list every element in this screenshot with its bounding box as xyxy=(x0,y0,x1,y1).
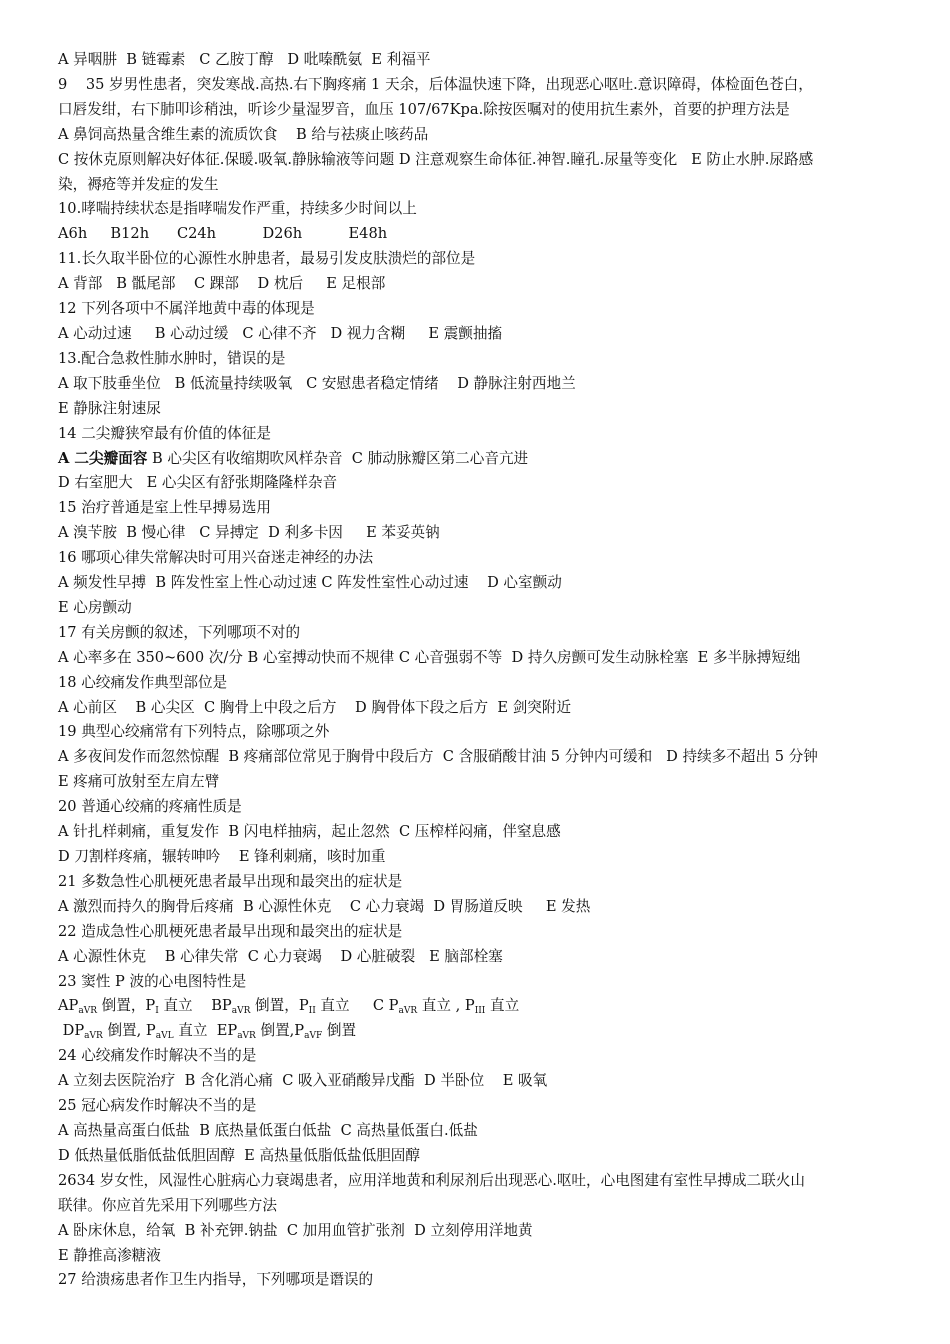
text-line: A 异咽肼 B 链霉素 C 乙胺丁醇 D 吡嗪酰氨 E 利福平 xyxy=(58,51,431,68)
text-line: 21 多数急性心肌梗死患者最早出现和最突出的症状是 xyxy=(58,872,403,890)
option-text: 倒置, P xyxy=(102,1022,156,1040)
option-text: AP xyxy=(58,997,79,1015)
option-text: 直立 xyxy=(485,997,520,1015)
text-line: D 刀割样疼痛，辗转呻吟 E 锋利刺痛，咳时加重 xyxy=(58,848,386,865)
text-line xyxy=(58,447,910,472)
subscript: aVR xyxy=(84,1031,103,1042)
option-text: 直立 C P xyxy=(315,997,399,1015)
text-line: 染，褥疮等并发症的发生 xyxy=(58,175,219,193)
text-line: A 激烈而持久的胸骨后疼痛 B 心源性休克 C 心力衰竭 D 胃肠道反映 E 发热 xyxy=(58,897,591,915)
text-line: E 静推高渗糖液 xyxy=(58,1246,161,1264)
text-line: 20 普通心绞痛的疼痛性质是 xyxy=(58,798,242,816)
text-line: 22 造成急性心肌梗死患者最早出现和最突出的症状是 xyxy=(58,922,403,940)
option-text: 倒置 xyxy=(322,1022,357,1040)
subscript: aVF xyxy=(304,1031,323,1042)
option-text: DP xyxy=(58,1022,85,1040)
text-line: A 心动过速 B 心动过缓 C 心律不齐 D 视力含糊 E 震颤抽搐 xyxy=(58,324,503,342)
text-line: A 背部 B 骶尾部 C 踝部 D 枕后 E 足根部 xyxy=(58,275,386,293)
text-line: 11.长久取半卧位的心源性水肿患者，最易引发皮肤溃烂的部位是 xyxy=(58,250,476,268)
text-line: 14 二尖瓣狭窄最有价值的体征是 xyxy=(58,424,271,442)
text-line: 17 有关房颤的叙述，下列哪项不对的 xyxy=(58,623,301,641)
option-text: 直立 BP xyxy=(158,997,232,1015)
text-line: A 心源性休克 B 心律失常 C 心力衰竭 D 心脏破裂 E 脑部栓塞 xyxy=(58,947,503,965)
text-line: D 低热量低脂低盐低胆固醇 E 高热量低脂低盐低胆固醇 xyxy=(58,1146,420,1164)
subscript: III xyxy=(474,1006,486,1017)
text-line: A 心前区 B 心尖区 C 胸骨上中段之后方 D 胸骨体下段之后方 E 剑突附近 xyxy=(58,698,572,716)
option-text: B 心尖区有收缩期吹风样杂音 C 肺动脉瓣区第二心音亢进 xyxy=(147,449,529,467)
text-line: 27 给溃疡患者作卫生内指导，下列哪项是谮误的 xyxy=(58,1271,374,1289)
option-label: A xyxy=(58,449,75,467)
text-line: A 鼻饲高热量含维生素的流质饮食 B 给与祛痰止咳药品 xyxy=(58,125,429,143)
option-text: 直立 EP xyxy=(173,1022,238,1040)
text-line: 19 典型心绞痛常有下列特点，除哪项之外 xyxy=(58,723,330,741)
text-line: 9 35 岁男性患者，突发寒战.高热.右下胸疼痛 1 天余，后体温快速下降，出现恶心呕吐.意识障碍，体检面色苍白， xyxy=(58,75,813,93)
text-line: 12 下列各项中不属洋地黄中毒的体现是 xyxy=(58,300,315,318)
text-line: A 多夜间发作而忽然惊醒 B 疼痛部位常见于胸骨中段后方 C 含服硝酸甘油 5 分钟内可缓和 D 持续多不超出 5 分钟 xyxy=(58,748,818,766)
text-line: A 溴苄胺 B 慢心律 C 异搏定 D 利多卡因 E 苯妥英钠 xyxy=(58,524,440,542)
text-line: E 疼痛可放射至左肩左臂 xyxy=(58,773,220,791)
text-line: 15 治疗普通是室上性早搏易选用 xyxy=(58,499,271,517)
text-line: 25 冠心病发作时解决不当的是 xyxy=(58,1097,257,1115)
text-line: 23 窦性 P 波的心电图特性是 xyxy=(58,972,247,990)
text-line: D 右室肥大 E 心尖区有舒张期隆隆样杂音 xyxy=(58,474,338,492)
text-line xyxy=(58,994,910,1019)
text-line: 18 心绞痛发作典型部位是 xyxy=(58,673,228,691)
text-line: 10.哮喘持续状态是指哮喘发作严重，持续多少时间以上 xyxy=(58,200,417,218)
text-line: A 高热量高蛋白低盐 B 底热量低蛋白低盐 C 高热量低蛋白.低盐 xyxy=(58,1121,478,1139)
subscript: aVR xyxy=(231,1006,251,1017)
text-line: E 心房颤动 xyxy=(58,598,132,616)
text-line: A 针扎样刺痛，重复发作 B 闪电样抽病，起止忽然 C 压榨样闷痛，伴窒息感 xyxy=(58,823,561,841)
text-line: A 频发性早搏 B 阵发性室上性心动过速 C 阵发性室性心动过速 D 心室颤动 xyxy=(58,574,562,592)
text-line xyxy=(58,1019,910,1044)
text-line: A 卧床休息，给氧 B 补充钾.钠盐 C 加用血管扩张剂 D 立刻停用洋地黄 xyxy=(58,1221,533,1239)
subscript: I xyxy=(155,1006,159,1017)
text-line: 24 心绞痛发作时解决不当的是 xyxy=(58,1047,257,1065)
text-line: A 心率多在 350~600 次/分 B 心室搏动快而不规律 C 心音强弱不等 D 持久房颤可发生动脉栓塞 E 多半脉搏短绌 xyxy=(58,648,801,666)
subscript: II xyxy=(308,1006,316,1017)
text-line: 2634 岁女性，风湿性心脏病心力衰竭患者，应用洋地黄和利尿剂后出现恶心.呕吐，心电图建有室性早搏成二联火山 xyxy=(58,1171,805,1189)
option-text: 直立 , P xyxy=(417,997,475,1015)
subscript: aVR xyxy=(398,1006,418,1017)
subscript: aVR xyxy=(78,1006,98,1017)
option-text-bold: 二尖瓣面容 xyxy=(74,449,148,467)
subscript: aVR xyxy=(237,1031,256,1042)
option-text: 倒置,P xyxy=(255,1022,305,1040)
text-line: A 取下肢垂坐位 B 低流量持续吸氧 C 安慰患者稳定情绪 D 静脉注射西地兰 xyxy=(58,374,576,392)
option-text: 倒置，P xyxy=(97,997,156,1015)
text-line: C 按休克原则解决好体征.保暖.吸氧.静脉输液等问题 D 注意观察生命体征.神智.瞳孔.尿量等变化 E 防止水肿.尿路感 xyxy=(58,150,814,168)
text-line: 联律。你应首先采用下列哪些方法 xyxy=(58,1196,277,1214)
text-line: 口唇发绀，右下肺叩诊稍浊，听诊少量湿罗音，血压 107/67Kpa.除按医嘱对的使用抗生素外，首要的护理方法是 xyxy=(58,100,790,118)
text-line: E 静脉注射速尿 xyxy=(58,399,161,417)
text-line: 13.配合急救性肺水肿时，错误的是 xyxy=(58,349,286,367)
option-text: 倒置，P xyxy=(250,997,309,1015)
subscript: aVL xyxy=(155,1031,174,1042)
text-line: A6h B12h C24h D26h E48h xyxy=(58,225,388,243)
text-line: A 立刻去医院治疗 B 含化消心痛 C 吸入亚硝酸异戊酯 D 半卧位 E 吸氧 xyxy=(58,1072,548,1090)
text-line: 16 哪项心律失常解决时可用兴奋迷走神经的办法 xyxy=(58,549,374,567)
